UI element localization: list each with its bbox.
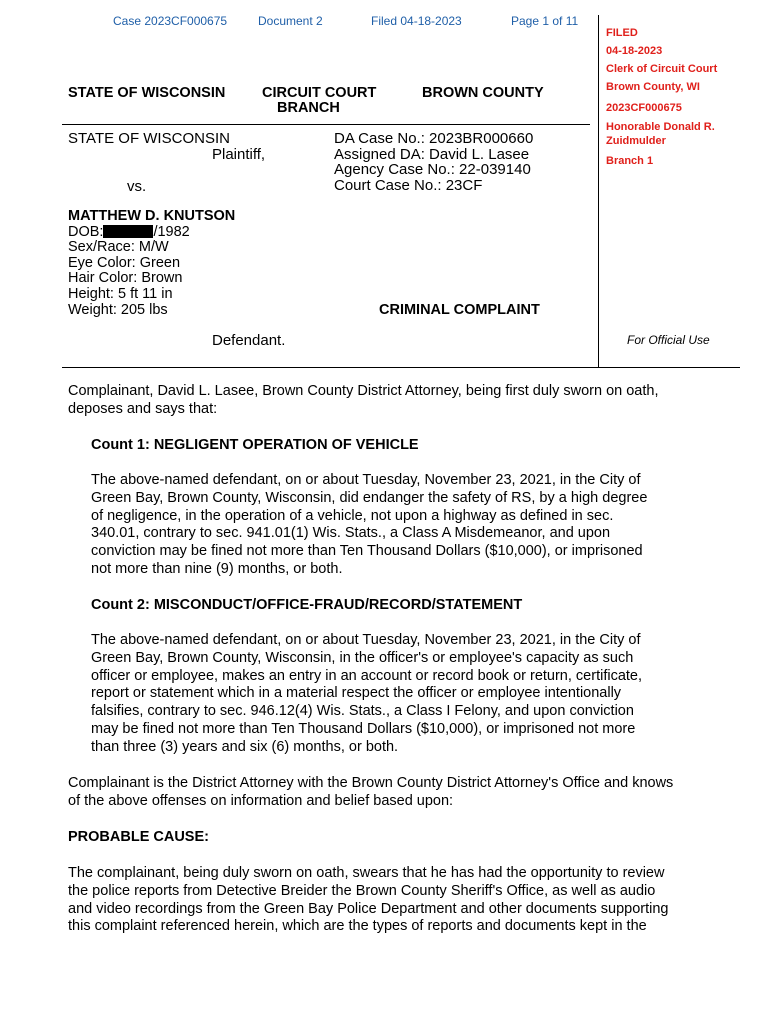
count2-paragraph bbox=[91, 632, 642, 757]
assigned-da: Assigned DA: David L. Lasee bbox=[334, 145, 530, 163]
text-line: deposes and says that: bbox=[68, 400, 218, 417]
defendant-hair-color: Hair Color: Brown bbox=[68, 270, 183, 287]
text-line: not more than nine (9) months, or both. bbox=[91, 560, 343, 577]
vertical-divider bbox=[598, 15, 599, 367]
text-line: of negligence, in the operation of a vehicle, not upon a highway as defined in sec. bbox=[91, 507, 614, 524]
text-line: of the above offenses on information and belief based upon: bbox=[68, 792, 454, 809]
official-use-label: For Official Use bbox=[627, 333, 710, 347]
defendant-height: Height: 5 ft 11 in bbox=[68, 285, 173, 302]
filed-date: Filed 04-18-2023 bbox=[371, 14, 462, 28]
text-line: 340.01, contrary to sec. 941.01(1) Wis. Stats., a Class A Misdemeanor, and upon bbox=[91, 525, 611, 542]
intro-paragraph bbox=[68, 383, 659, 419]
defendant-block bbox=[68, 209, 235, 318]
defendant-eye-color: Eye Color: Green bbox=[68, 254, 181, 271]
defendant-label: Defendant. bbox=[212, 332, 286, 349]
stamp-line: Zuidmulder bbox=[606, 135, 666, 147]
text-line: Green Bay, Brown County, Wisconsin, did endanger the safety of RS, by a high degree bbox=[91, 489, 648, 506]
complainant-paragraph bbox=[68, 775, 673, 811]
caption-divider bbox=[62, 124, 590, 125]
probable-cause-paragraph bbox=[68, 865, 668, 936]
text-line: The above-named defendant, on or about Tuesday, November 23, 2021, in the City of bbox=[91, 472, 641, 488]
stamp-line: Brown County, WI bbox=[606, 81, 700, 93]
stamp-line: Branch 1 bbox=[606, 155, 654, 167]
document-title: CRIMINAL COMPLAINT bbox=[379, 302, 540, 318]
stamp-line: Honorable Donald R. bbox=[606, 121, 715, 133]
caption-state: STATE OF WISCONSIN bbox=[68, 85, 226, 101]
count2-heading: Count 2: MISCONDUCT/OFFICE-FRAUD/RECORD/STATEMENT bbox=[91, 597, 523, 613]
dob-year: /1982 bbox=[153, 223, 190, 240]
plaintiff-label: Plaintiff, bbox=[212, 146, 266, 163]
defendant-dob bbox=[68, 225, 235, 241]
caption-county: BROWN COUNTY bbox=[422, 85, 544, 101]
court-case-number: Court Case No.: 23CF bbox=[334, 176, 483, 194]
stamp-line: 2023CF000675 bbox=[606, 102, 682, 114]
text-line: The complainant, being duly sworn on oath, swears that he has had the opportunity to review bbox=[68, 865, 665, 881]
page-number: Page 1 of 11 bbox=[511, 14, 579, 28]
document-number: Document 2 bbox=[258, 14, 323, 28]
defendant-sex-race: Sex/Race: M/W bbox=[68, 239, 169, 256]
filed-stamp bbox=[606, 24, 717, 170]
text-line: officer or employee, makes an entry in an account or record book or return, certificate, bbox=[91, 667, 642, 684]
case-number-link: Case 2023CF000675 bbox=[113, 14, 228, 28]
text-line: report or statement which in a material respect the officer or employee intentionally bbox=[91, 685, 622, 702]
text-line: the police reports from Detective Breider the Brown County Sheriff's Office, as well as audio bbox=[68, 882, 656, 899]
count1-paragraph bbox=[91, 472, 647, 579]
defendant-name: MATTHEW D. KNUTSON bbox=[68, 208, 236, 224]
case-info-block bbox=[334, 131, 533, 193]
versus-label: vs. bbox=[127, 178, 147, 195]
text-line: Complainant is the District Attorney with the Brown County District Attorney's Office and knows bbox=[68, 775, 674, 791]
stamp-line: FILED bbox=[606, 27, 638, 39]
redaction-block bbox=[103, 225, 153, 238]
header-bottom-divider bbox=[62, 367, 740, 368]
text-line: this complaint referenced herein, which are the types of reports and documents kept in the bbox=[68, 918, 647, 935]
text-line: falsifies, contrary to sec. 946.12(4) Wis. Stats., a Class I Felony, and upon conviction bbox=[91, 703, 634, 720]
caption-branch: BRANCH bbox=[277, 100, 340, 116]
text-line: than three (3) years and six (6) months, or both. bbox=[91, 738, 399, 755]
text-line: conviction may be fined not more than Ten Thousand Dollars ($10,000), or imprisoned bbox=[91, 543, 643, 560]
stamp-line: 04-18-2023 bbox=[606, 45, 663, 57]
plaintiff-name: STATE OF WISCONSIN bbox=[68, 130, 230, 147]
text-line: Complainant, David L. Lasee, Brown County District Attorney, being first duly sworn on oath, bbox=[68, 383, 659, 399]
text-line: Green Bay, Brown County, Wisconsin, in the officer's or employee's capacity as such bbox=[91, 649, 634, 666]
probable-cause-heading: PROBABLE CAUSE: bbox=[68, 829, 209, 845]
stamp-line: Clerk of Circuit Court bbox=[606, 63, 718, 75]
dob-label: DOB: bbox=[68, 223, 104, 240]
da-case-number: DA Case No.: 2023BR000660 bbox=[334, 130, 534, 147]
defendant-weight: Weight: 205 lbs bbox=[68, 301, 168, 318]
text-line: and video recordings from the Green Bay Police Department and other documents supporting bbox=[68, 900, 669, 917]
text-line: The above-named defendant, on or about Tuesday, November 23, 2021, in the City of bbox=[91, 632, 641, 648]
agency-case-number: Agency Case No.: 22-039140 bbox=[334, 161, 531, 179]
caption-court: CIRCUIT COURT bbox=[262, 85, 377, 101]
text-line: may be fined not more than Ten Thousand Dollars ($10,000), or imprisoned not more bbox=[91, 720, 636, 737]
count1-heading: Count 1: NEGLIGENT OPERATION OF VEHICLE bbox=[91, 437, 419, 453]
